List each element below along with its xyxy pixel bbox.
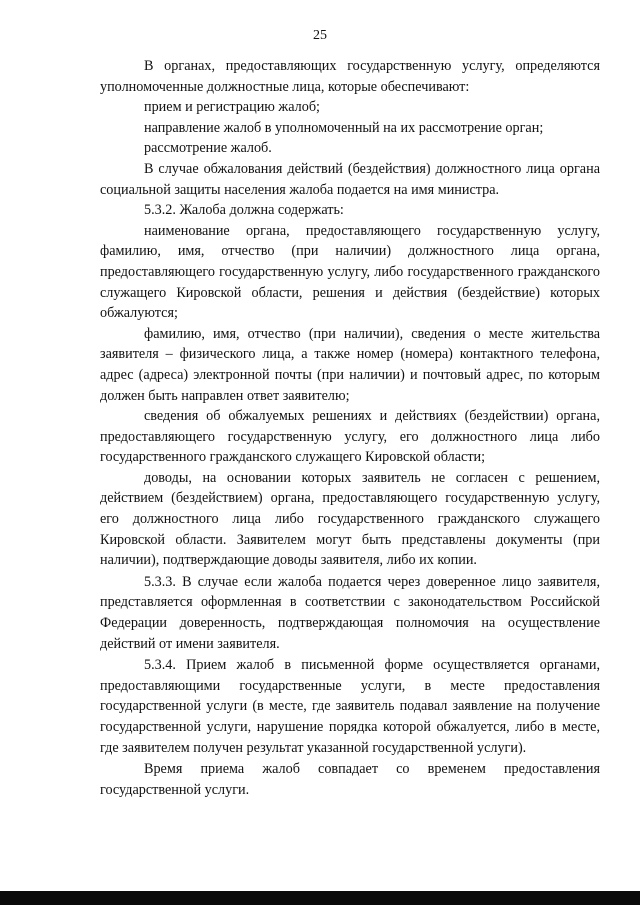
paragraph: рассмотрение жалоб.: [144, 140, 272, 157]
paragraph: 5.3.4. Прием жалоб в письменной форме осуществляется органами, предоставляющими государственные услуги, в месте предоставления государственной услуги (в месте, где заявитель подавал заявление на получение государственной услуги, нарушение порядка которой обжалуется, либо в месте, где заявителем получен результат указанной государственной услуги).: [100, 657, 600, 756]
paragraph: 5.3.3. В случае если жалоба подается через доверенное лицо заявителя, представляется оформленная в соответствии с законодательством Российской Федерации доверенность, подтверждающая полномочия на осуществление действий от имени заявителя.: [100, 573, 600, 652]
document-body: [100, 56, 600, 800]
paragraph: доводы, на основании которых заявитель не согласен с решением, действием (бездействием) органа, предоставляющего государственную услугу, его должностного лица либо государственного гражданского служащего Кировской области. Заявителем могут быть представлены документы (при наличии), подтверждающие доводы заявителя, либо их копии.: [100, 469, 600, 569]
paragraph: направление жалоб в уполномоченный на их рассмотрение орган;: [144, 119, 544, 136]
paragraph: наименование органа, предоставляющего государственную услугу, фамилию, имя, отчество (при наличии) должностного лица органа, предоставляющего государственную услугу, либо государственного гражданского служащего Кировской области, решения и действия (бездействие) которых обжалуются;: [100, 222, 600, 322]
page-number: 25: [313, 28, 327, 43]
paragraph: В органах, предоставляющих государственную услугу, определяются уполномоченные должностные лица, которые обеспечивают:: [100, 58, 600, 95]
paragraph: прием и регистрацию жалоб;: [144, 99, 320, 116]
paragraph: сведения об обжалуемых решениях и действиях (бездействии) органа, предоставляющего государственную услугу, его должностного лица либо государственного гражданского служащего Кировской области;: [100, 408, 600, 466]
paragraph: В случае обжалования действий (бездействия) должностного лица органа социальной защиты населения жалоба подается на имя министра.: [100, 160, 600, 198]
paragraph: Время приема жалоб совпадает со временем предоставления государственной услуги.: [100, 761, 600, 798]
paragraph: фамилию, имя, отчество (при наличии), сведения о месте жительства заявителя – физического лица, а также номер (номера) контактного телефона, адрес (адреса) электронной почты (при наличии) и почтовый адрес, по которым должен быть направлен ответ заявителю;: [100, 325, 600, 404]
scan-edge-bar: [0, 891, 640, 905]
paragraph: 5.3.2. Жалоба должна содержать:: [144, 202, 344, 219]
